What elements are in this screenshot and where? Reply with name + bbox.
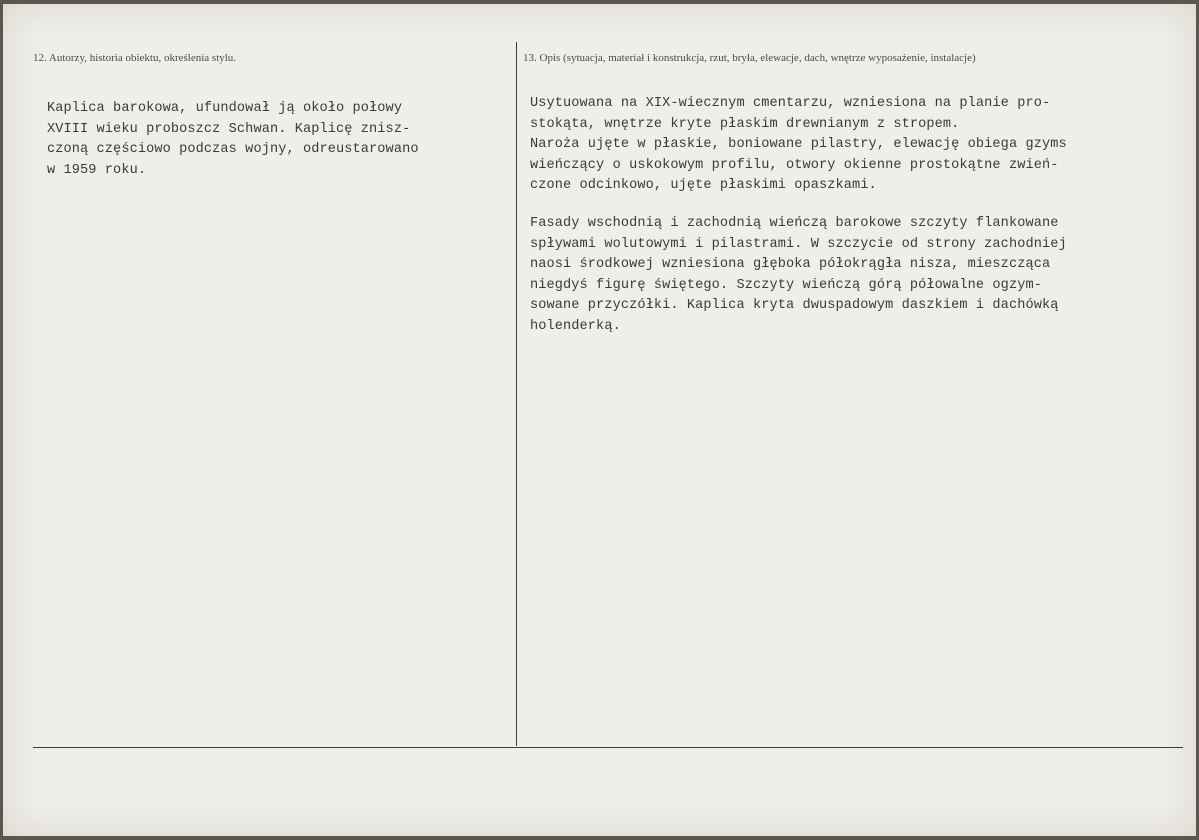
bottom-rule: [33, 747, 1183, 748]
section-13-header: 13. Opis (sytuacja, materiał i konstrukcja, rzut, bryła, elewacje, dach, wnętrze wyposażenie, instalacje): [523, 52, 976, 64]
document-card: [3, 4, 1196, 836]
section-13-paragraph-1: Usytuowana na XIX-wiecznym cmentarzu, wzniesiona na planie pro- stokąta, wnętrze kryte płaskim drewnianym z stropem. Naroża ujęte w płaskie, boniowane pilastry, elewację obiega gzyms wieńczący o uskokowym profilu, otwory okienne prostokątne zwień- czone odcinkowo, ujęte płaskimi opaszkami.: [530, 96, 1067, 193]
section-12-text: Kaplica barokowa, ufundował ją około połowy XVIII wieku proboszcz Schwan. Kaplicę znisz- czoną częściowo podczas wojny, odreustarowano w 1959 roku.: [47, 101, 419, 178]
column-divider: [516, 42, 517, 746]
section-13-paragraph-2: Fasady wschodnią i zachodnią wieńczą barokowe szczyty flankowane spływami wolutowymi i pilastrami. W szczycie od strony zachodniej naosi środkowej wzniesiona głęboka półokrągła nisza, mieszcząca niegdyś figurę świętego. Szczyty wieńczą górą półowalne ogzym- sowane przyczółki. Kaplica kryta dwuspadowym daszkiem i dachówką holenderką.: [530, 216, 1067, 334]
section-12-header: 12. Autorzy, historia obiektu, określenia stylu.: [33, 52, 237, 64]
